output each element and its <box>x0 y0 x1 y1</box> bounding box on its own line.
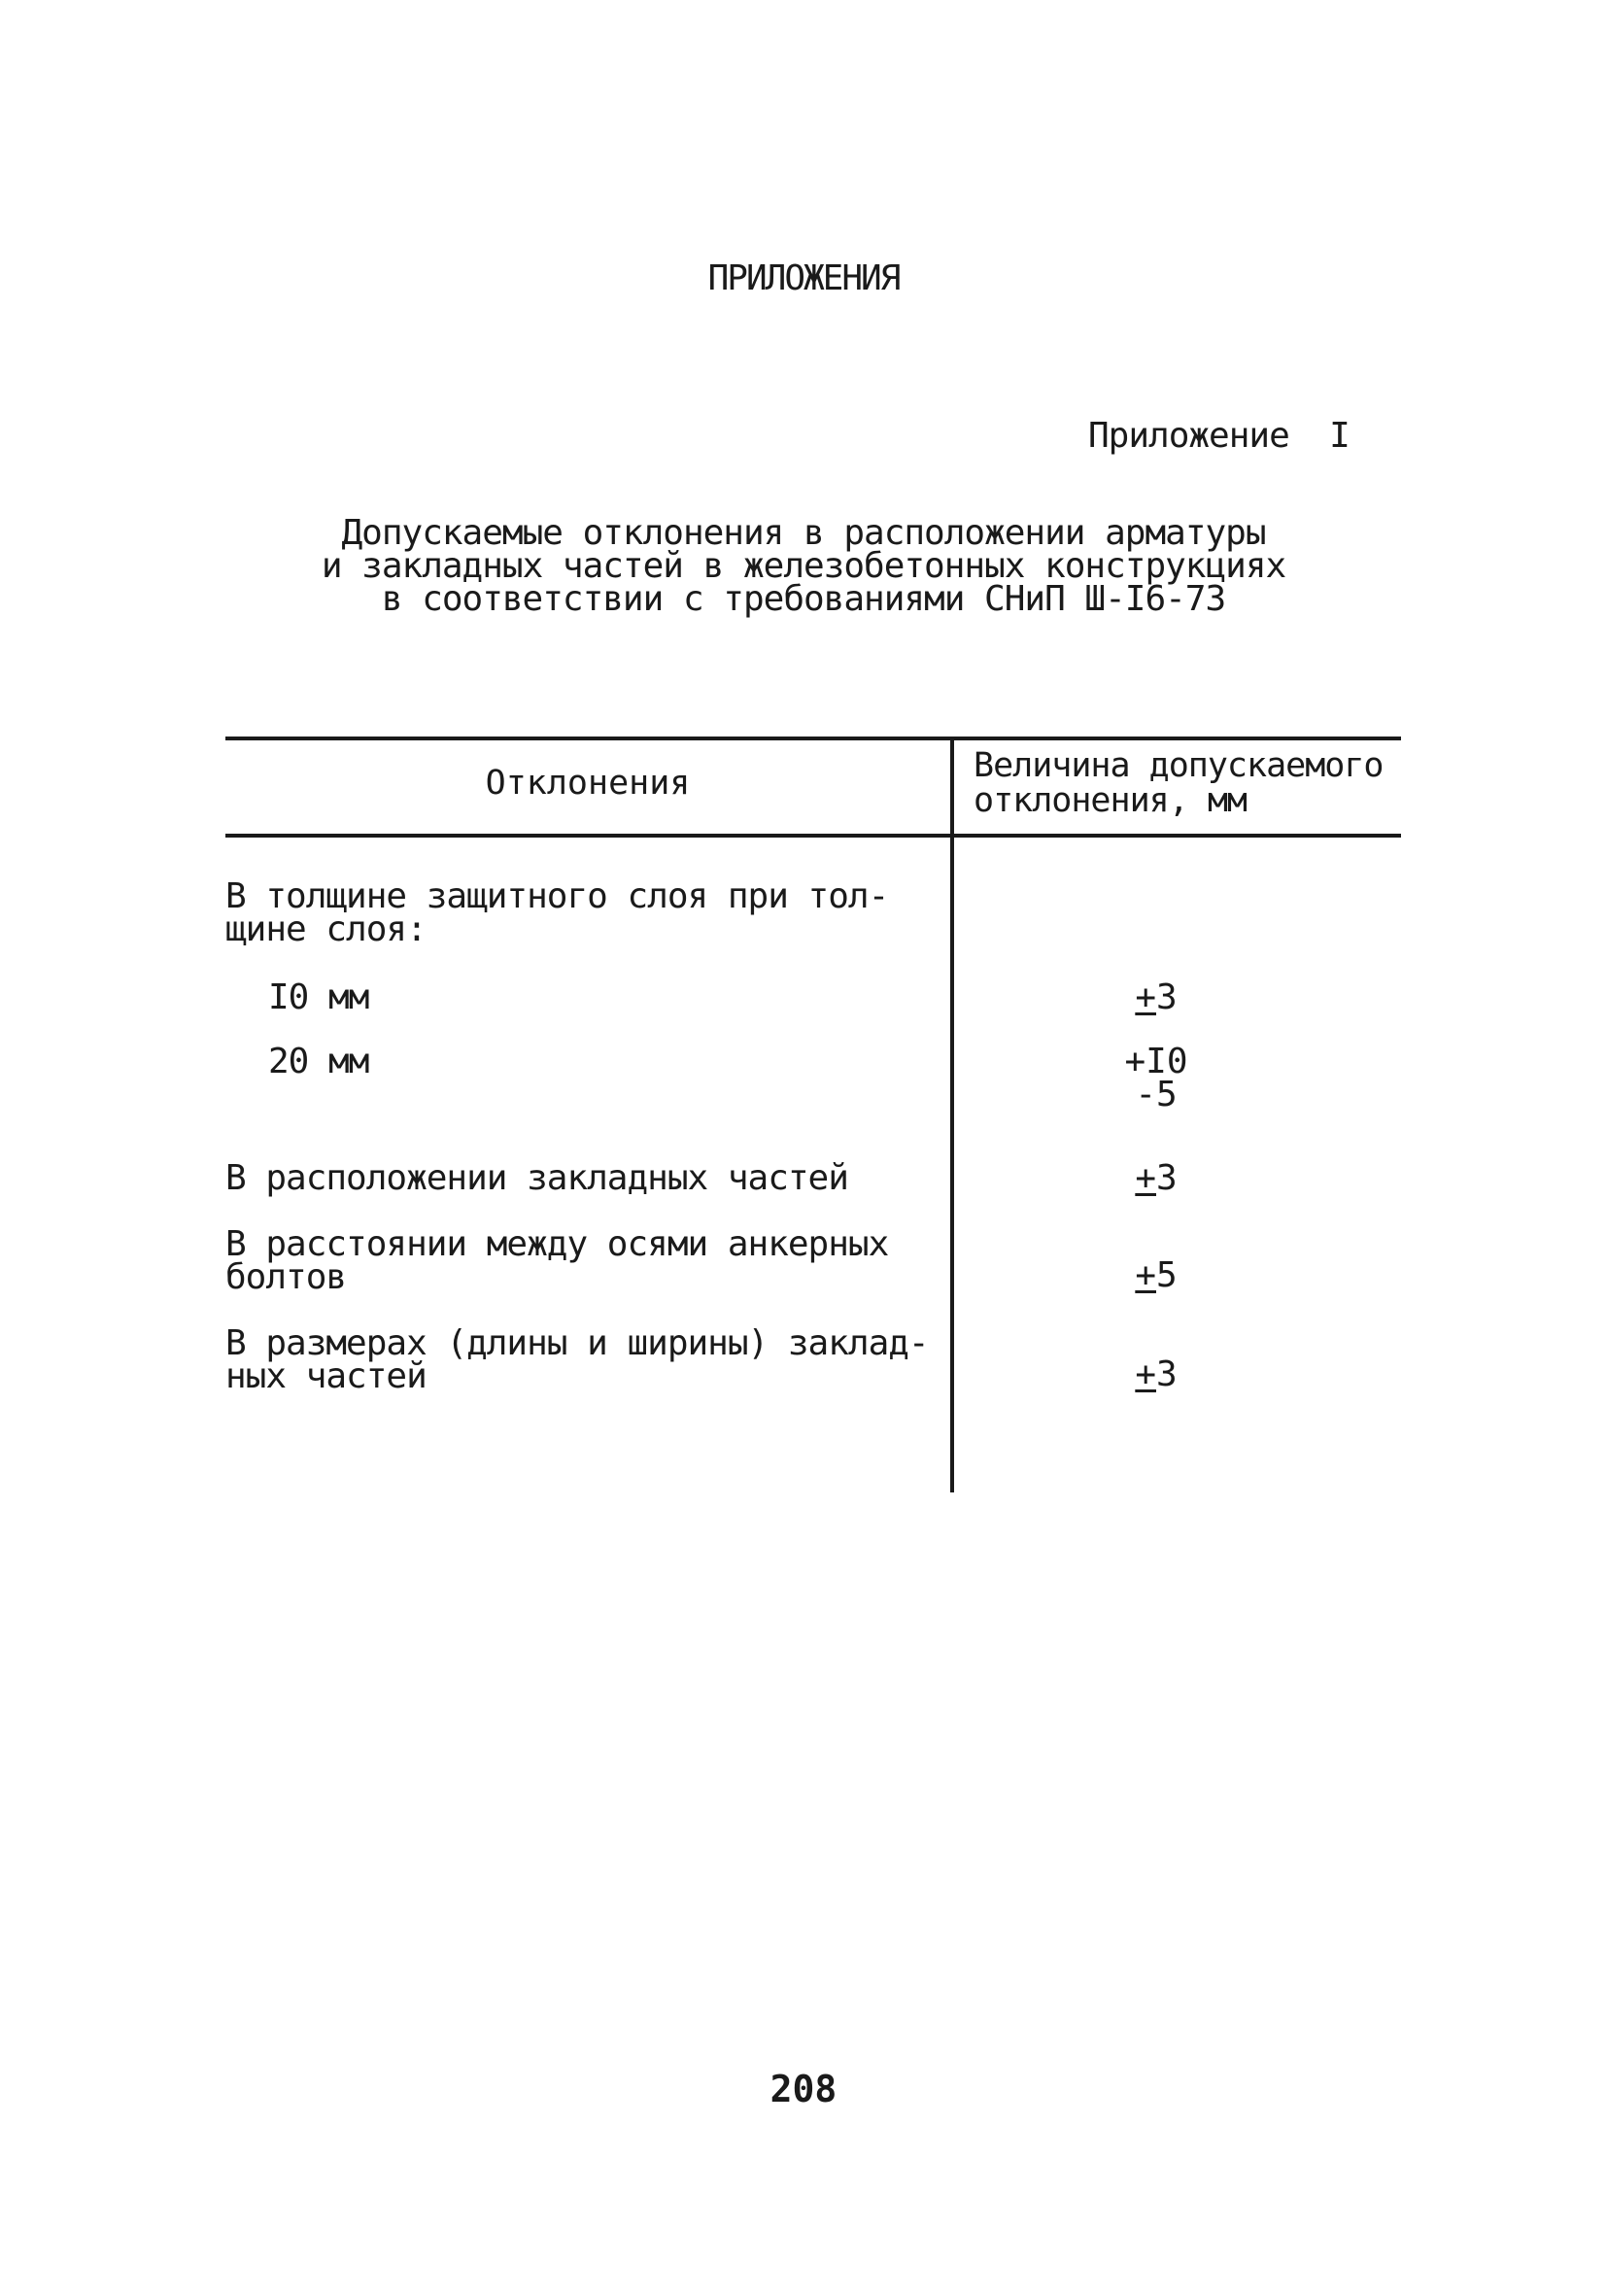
plus-minus-sign: + <box>1135 1255 1156 1295</box>
table-row-value <box>1117 1158 1195 1198</box>
row-label-line-2: ных частей <box>225 1356 427 1396</box>
value-number: 3 <box>1156 1158 1178 1198</box>
plus-minus-sign: + <box>1135 1354 1156 1394</box>
table-header-rule <box>225 834 1401 838</box>
header-allowed-value-line-2: отклонения, мм <box>974 781 1248 820</box>
table-row-label: В расположении закладных частей <box>225 1158 848 1198</box>
value-number: 3 <box>1156 1354 1178 1394</box>
row-label-line-2: болтов <box>225 1257 347 1297</box>
title-line-3: в соответствии с требованиями СНиП Ш-I6-73 <box>381 579 1226 619</box>
title-line-1: Допускаемые отклонения в расположении арматуры <box>341 513 1266 553</box>
plus-minus-sign: + <box>1135 977 1156 1017</box>
table-column-divider <box>950 737 954 1492</box>
group-heading <box>225 876 889 949</box>
table-row-value <box>1117 1255 1195 1295</box>
header-allowed-value-line-1: Величина допускаемого <box>974 746 1384 785</box>
table-row-label: I0 мм <box>268 977 369 1017</box>
title-line-2: и закладных частей в железобетонных конструкциях <box>321 546 1286 586</box>
appendix-label: Приложение I <box>1088 416 1350 456</box>
section-title: ПРИЛОЖЕНИЯ <box>707 258 900 298</box>
page-number: 208 <box>769 2068 838 2110</box>
row-label-line-1: В расстоянии между осями анкерных <box>225 1224 889 1264</box>
value-lower: -5 <box>1135 1075 1178 1114</box>
group-heading-line-1: В толщине защитного слоя при тол- <box>225 876 889 916</box>
value-number: 5 <box>1156 1255 1178 1295</box>
table-row-value <box>1117 1042 1195 1114</box>
table-row-value <box>1117 1354 1195 1394</box>
table-top-rule <box>225 737 1401 740</box>
table-row-label <box>225 1224 889 1297</box>
document-title <box>0 513 1607 619</box>
value-upper: +I0 <box>1124 1042 1188 1081</box>
group-heading-line-2: щине слоя: <box>225 909 427 949</box>
value-number: 3 <box>1156 977 1178 1017</box>
plus-minus-sign: + <box>1135 1158 1156 1198</box>
table-row-label <box>225 1323 929 1396</box>
table-row-value <box>1117 977 1195 1017</box>
header-allowed-value <box>974 748 1384 818</box>
row-label-line-1: В размерах (длины и ширины) заклад- <box>225 1323 929 1363</box>
table-row-label: 20 мм <box>268 1042 369 1081</box>
header-deviations: Отклонения <box>485 764 691 803</box>
